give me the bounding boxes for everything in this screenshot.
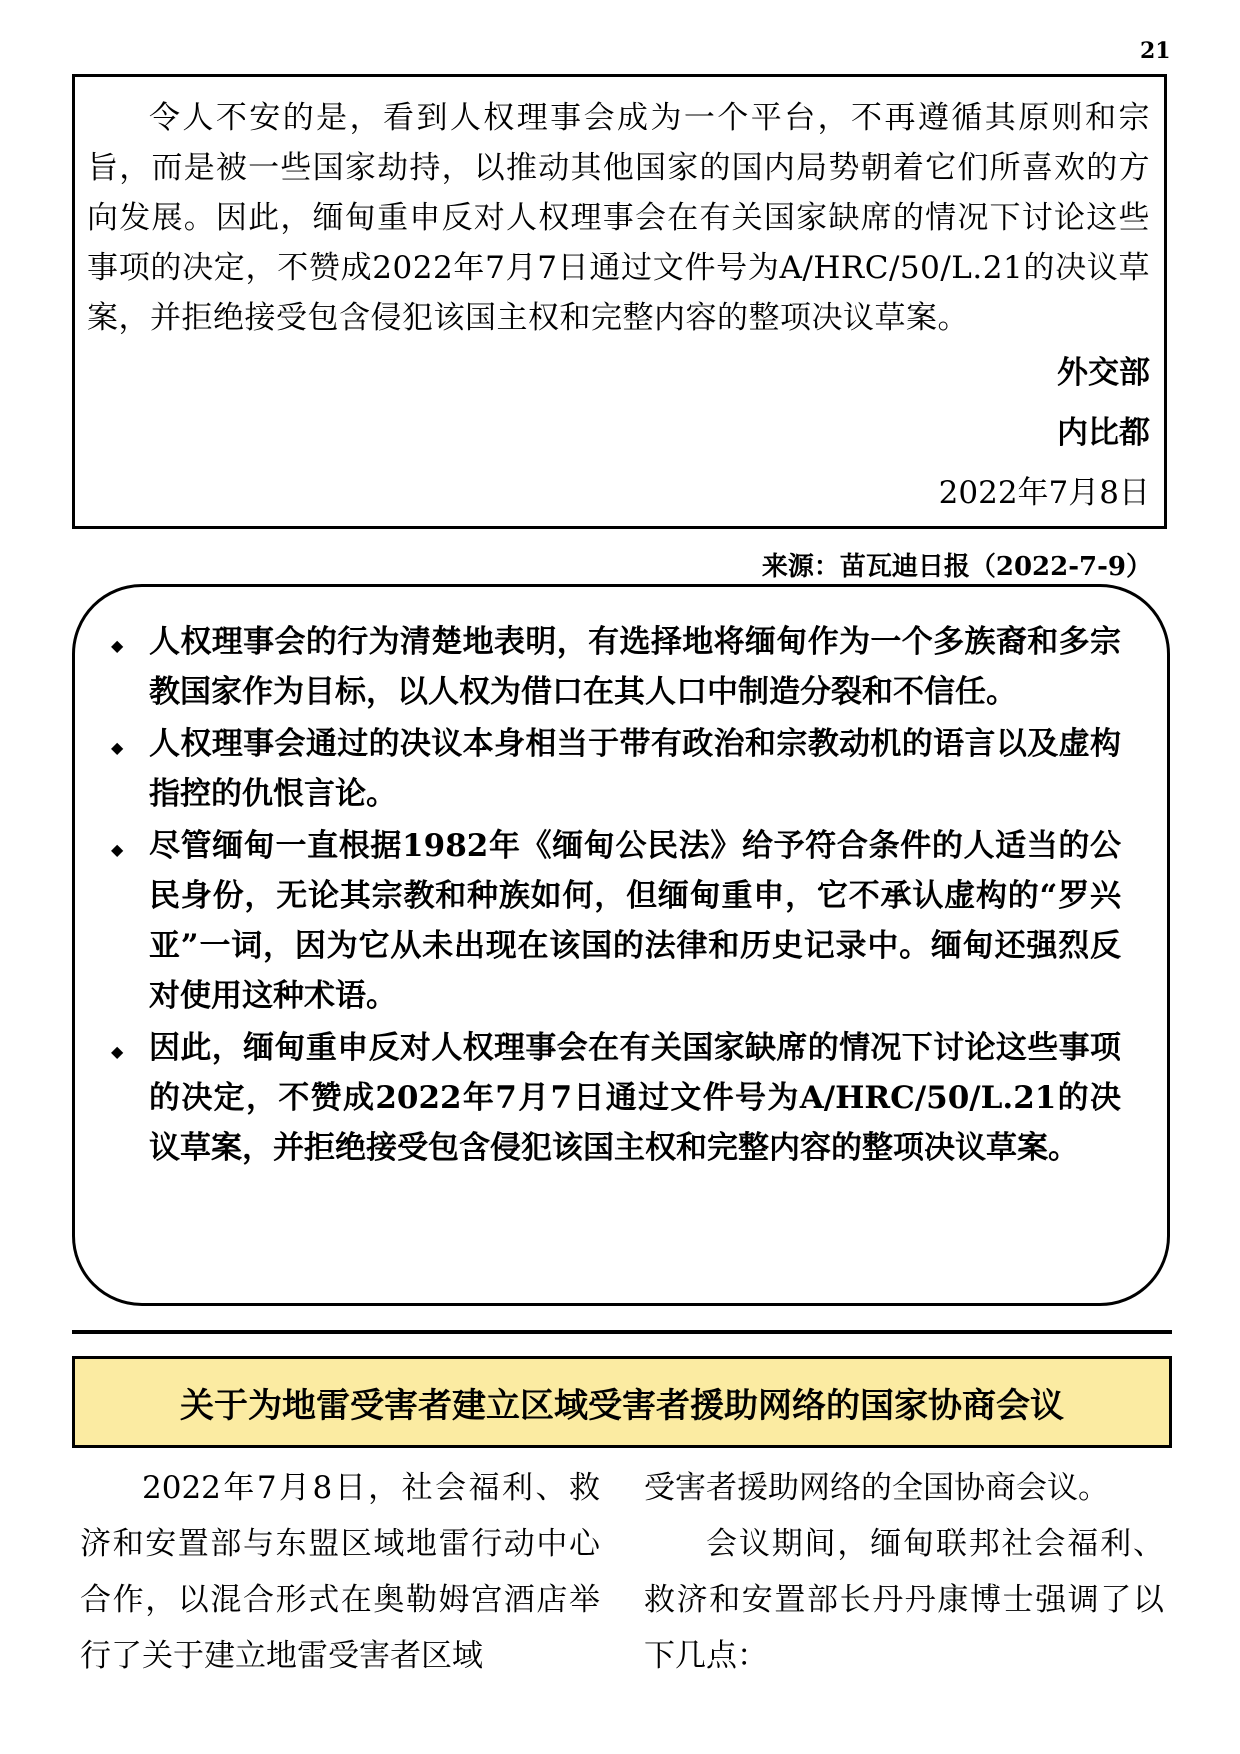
article-column-left bbox=[80, 1460, 600, 1684]
list-item bbox=[111, 821, 1121, 1021]
list-item bbox=[111, 1023, 1121, 1173]
signature-city: 内比都 bbox=[1057, 415, 1150, 451]
list-item bbox=[111, 617, 1121, 717]
article-column-right bbox=[644, 1460, 1164, 1684]
article-title: 关于为地雷受害者建立区域受害者援助网络的国家协商会议 bbox=[72, 1356, 1172, 1448]
article-paragraph: 会议期间，缅甸联邦社会福利、救济和安置部长丹丹康博士强调了以下几点： bbox=[644, 1526, 1164, 1674]
point-text: 人权理事会通过的决议本身相当于带有政治和宗教动机的语言以及虚构指控的仇恨言论。 bbox=[149, 726, 1121, 812]
article-body bbox=[72, 1460, 1172, 1750]
diamond-bullet-icon: ◆ bbox=[111, 840, 124, 859]
statement-paragraph: 令人不安的是，看到人权理事会成为一个平台，不再遵循其原则和宗旨，而是被一些国家劫持，以推动其他国家的国内局势朝着它们所喜欢的方向发展。因此，缅甸重申反对人权理事会在有关国家缺席的情况下讨论这些事项的决定，不赞成2022年7月7日通过文件号为A/HRC/50/L.21的决议草案，并拒绝接受包含侵犯该国主权和完整内容的整项决议草案。 bbox=[87, 100, 1150, 336]
list-item bbox=[111, 719, 1121, 819]
article-paragraph: 2022年7月8日，社会福利、救济和安置部与东盟区域地雷行动中心合作，以混合形式在奥勒姆宫酒店举行了关于建立地雷受害者区域 bbox=[80, 1470, 600, 1674]
point-text: 尽管缅甸一直根据1982年《缅甸公民法》给予符合条件的人适当的公民身份，无论其宗教和种族如何，但缅甸重申，它不承认虚构的“罗兴亚”一词，因为它从未出现在该国的法律和历史记录中。缅甸还强烈反对使用这种术语。 bbox=[149, 828, 1121, 1014]
page-number: 21 bbox=[1140, 38, 1171, 64]
diamond-bullet-icon: ◆ bbox=[111, 1042, 124, 1061]
key-points-list bbox=[111, 617, 1121, 1173]
point-text: 人权理事会的行为清楚地表明，有选择地将缅甸作为一个多族裔和多宗教国家作为目标，以人权为借口在其人口中制造分裂和不信任。 bbox=[149, 624, 1121, 710]
point-text: 因此，缅甸重申反对人权理事会在有关国家缺席的情况下讨论这些事项的决定，不赞成2022年7月7日通过文件号为A/HRC/50/L.21的决议草案，并拒绝接受包含侵犯该国主权和完整内容的整项决议草案。 bbox=[149, 1030, 1121, 1166]
diamond-bullet-icon: ◆ bbox=[111, 738, 124, 757]
statement-date: 2022年7月8日 bbox=[938, 475, 1150, 511]
key-points-box bbox=[72, 584, 1170, 1306]
article-paragraph-continuation: 受害者援助网络的全国协商会议。 bbox=[644, 1470, 1109, 1506]
diamond-bullet-icon: ◆ bbox=[111, 636, 124, 655]
statement-box bbox=[72, 74, 1167, 529]
section-divider bbox=[72, 1330, 1172, 1334]
signature-ministry: 外交部 bbox=[1057, 355, 1150, 391]
source-citation: 来源：苗瓦迪日报（2022-7-9） bbox=[761, 552, 1152, 582]
